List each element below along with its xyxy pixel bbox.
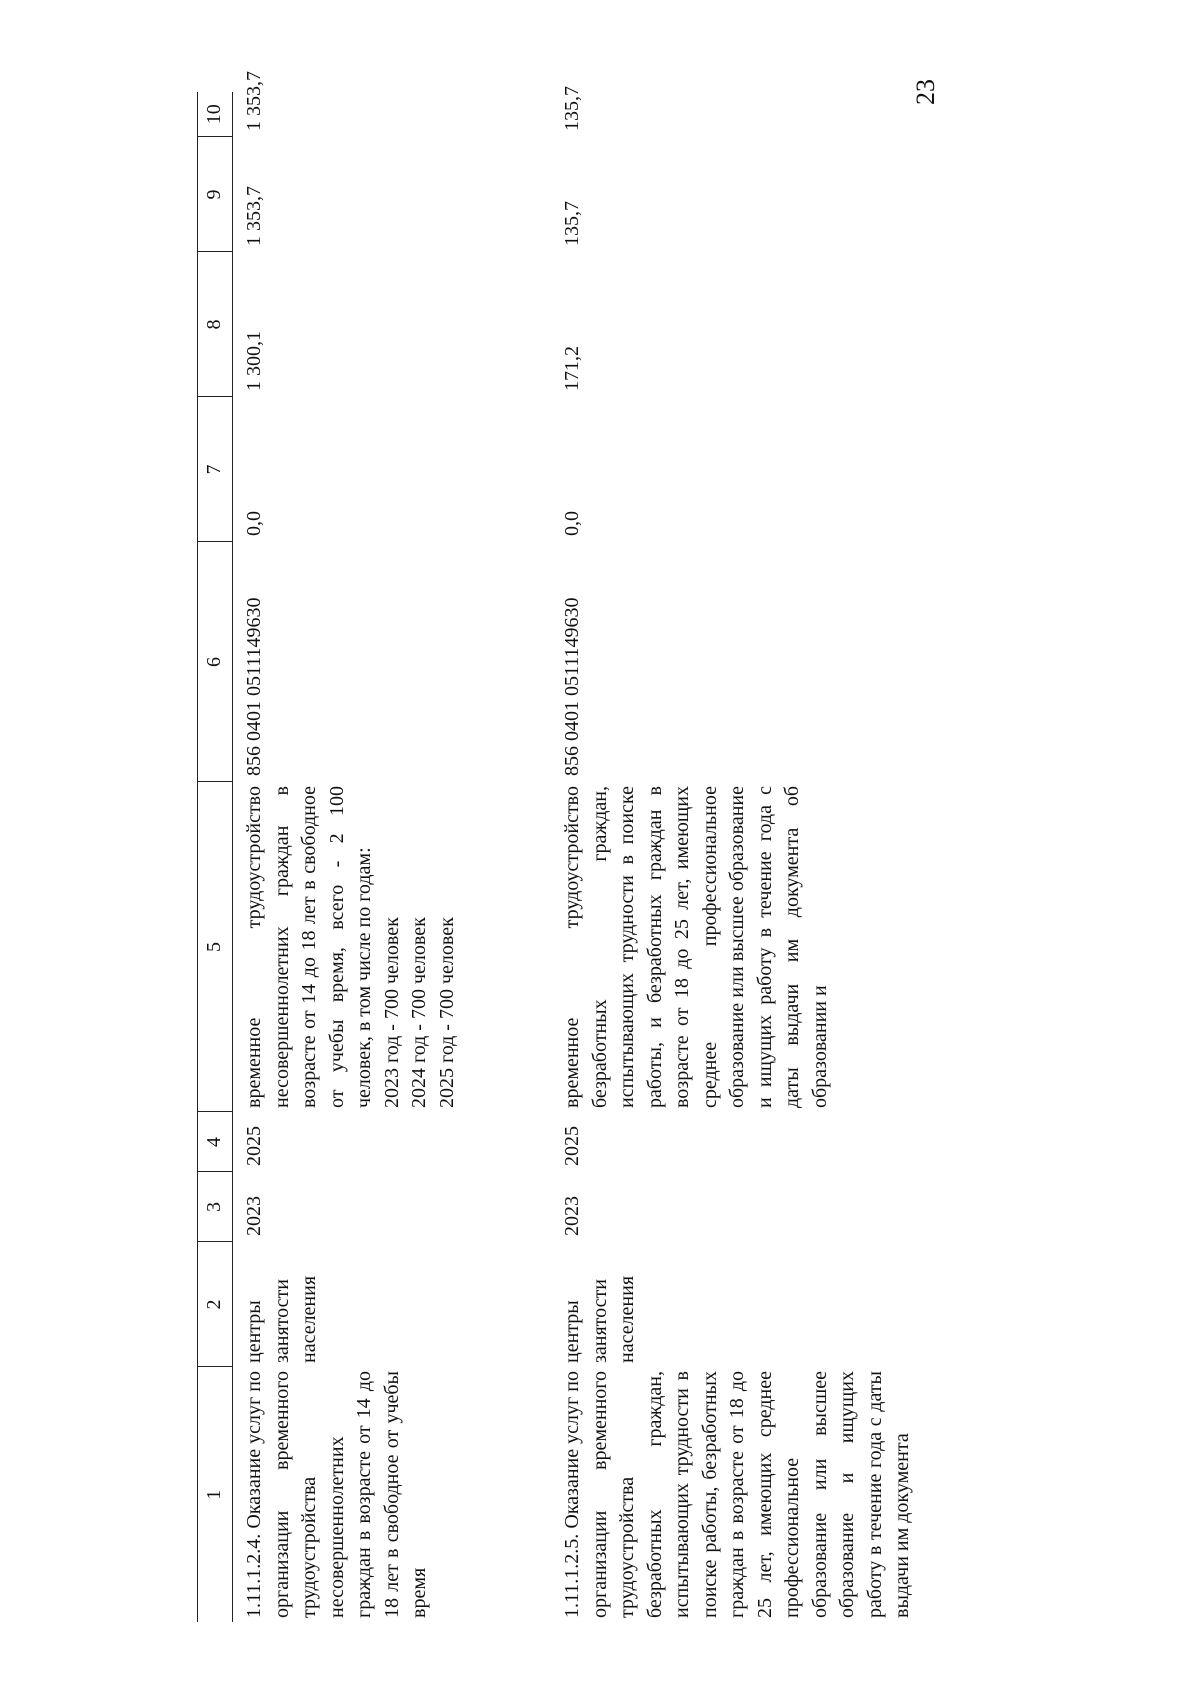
header-col-6: 6 [198,542,233,782]
header-col-9: 9 [198,137,233,252]
header-col-2: 2 [198,1242,233,1367]
budget-code: 856 0401 0511149630 [243,597,265,776]
executor: центры занятости населения [561,1275,638,1363]
header-col-4: 4 [198,1112,233,1172]
value-col-7: 0,0 [243,511,265,536]
executor: центры занятости населения [243,1275,320,1363]
table-body [233,71,950,1622]
header-row [198,92,233,1622]
header-col-10: 10 [198,92,233,137]
page-number: 23 [911,79,940,105]
budget-code: 856 0401 0511149630 [561,597,583,776]
measure-name: 1.11.1.2.5. Оказание услуг по организации временного трудоустройства безработных граждан, испытывающих трудности в поиске работы, безработных граждан в возрасте от 18 до 25 лет, имеющих среднее профессиональное образование или высшее образование и ищущих работу в течение года с даты выдачи им документа [561,1371,913,1618]
header-col-3: 3 [198,1172,233,1242]
value-col-10: 1 353,7 [243,71,265,131]
start-year: 2023 [243,1196,265,1236]
value-col-9: 135,7 [561,201,583,246]
end-year: 2025 [561,1126,583,1166]
header-col-5: 5 [198,782,233,1112]
end-year: 2025 [243,1126,265,1166]
rotated-table-wrapper [197,71,977,1622]
header-col-7: 7 [198,397,233,542]
table-header [198,92,233,1622]
value-col-7: 0,0 [561,511,583,536]
expected-result: временное трудоустройство несовершеннолетних граждан в возрасте от 14 до 18 лет в свободное от учебы время, всего - 2 100 человек, в том числе по годам: 2023 год - 700 человек 2024 год - 700 человек 2025 год - 700 человек [243,786,458,1108]
value-col-9: 1 353,7 [243,186,265,246]
value-col-8: 171,2 [561,346,583,391]
program-measures-table [197,71,949,1622]
value-col-10: 135,7 [561,86,583,131]
expected-result: временное трудоустройство безработных граждан, испытывающих трудности в поиске работы, и безработных граждан в возрасте от 18 до 25 лет, имеющих среднее профессиональное образование или высшее образование и ищущих работу в течение года с даты выдачи им документа об образовании и [561,786,831,1108]
start-year: 2023 [561,1196,583,1236]
value-col-8: 1 300,1 [243,331,265,391]
table-row [233,92,552,1622]
measure-name: 1.11.1.2.4. Оказание услуг по организации временного трудоустройства несовершеннолетних граждан в возрасте от 14 до 18 лет в свободное от учебы время [243,1371,430,1618]
header-col-1: 1 [198,1367,233,1622]
table-row [551,92,949,1622]
header-col-8: 8 [198,252,233,397]
